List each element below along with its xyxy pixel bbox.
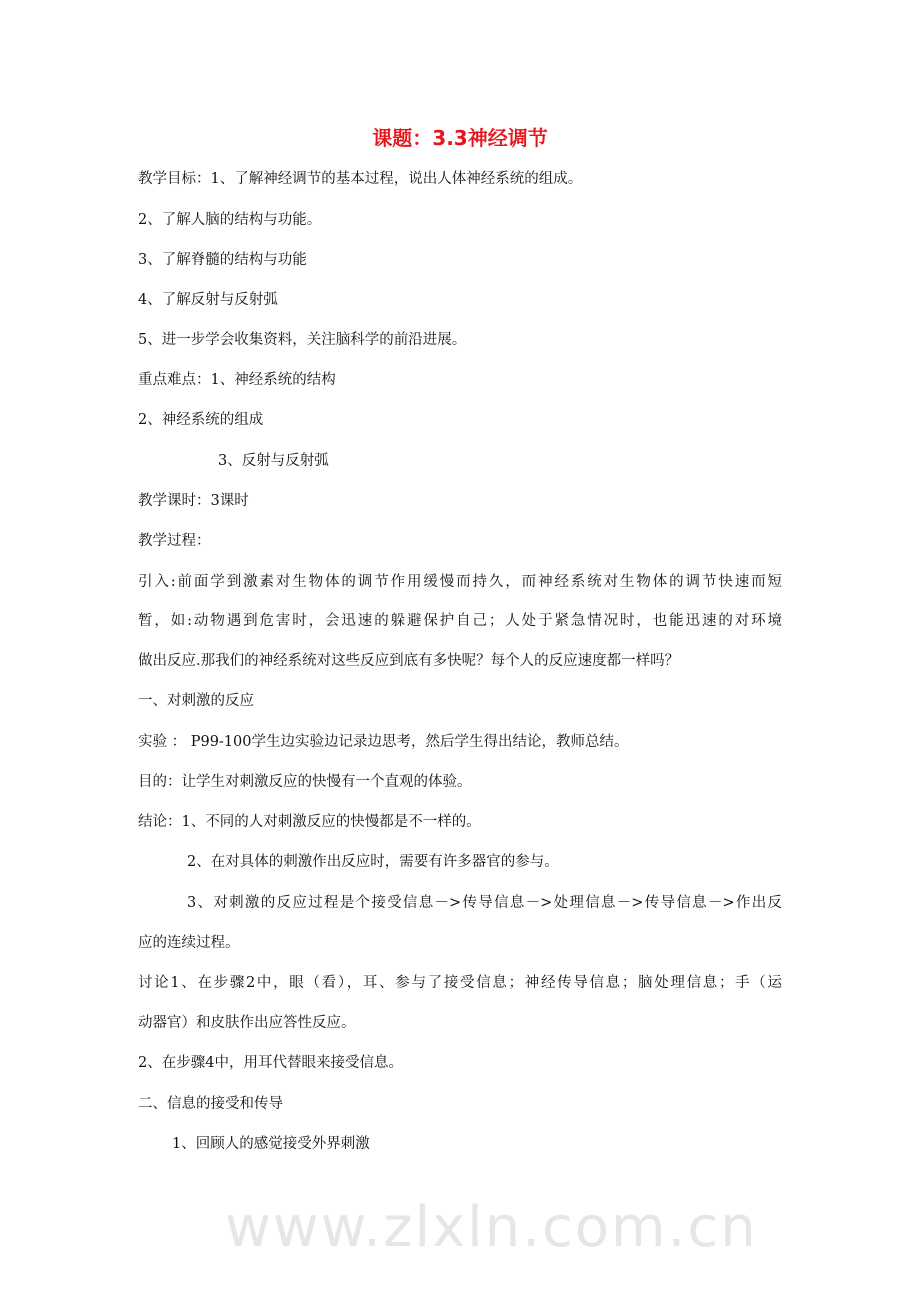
discussion-line: 动器官）和皮肤作出应答性反应。 [138,1015,356,1031]
intro-line: 做出反应.那我们的神经系统对这些反应到底有多快呢？每个人的反应速度都一样吗？ [138,653,680,669]
process-heading: 教学过程： [138,533,211,549]
review-line: 1、回顾人的感觉接受外界刺激 [172,1136,370,1152]
document-title: 课题：3.3神经调节 [372,126,548,150]
discussion-line: 讨论1、在步骤2中，眼（看），耳、参与了接受信息；神经传导信息；脑处理信息；手（运 [138,975,782,991]
purpose-line: 目的：让学生对刺激反应的快慢有一个直观的体验。 [138,774,472,790]
conclusion-line: 结论：1、不同的人对刺激反应的快慢都是不一样的。 [138,814,481,830]
watermark: www.zlxln.com.cn [225,1195,758,1260]
key-point-line: 3、反射与反射弧 [218,453,329,469]
intro-line: 暂，如:动物遇到危害时，会迅速的躲避保护自己；人处于紧急情况时，也能迅速的对环境 [138,613,782,629]
objective-line: 教学目标：1、了解神经调节的基本过程，说出人体神经系统的组成。 [138,171,583,187]
intro-line: 引入:前面学到激素对生物体的调节作用缓慢而持久，而神经系统对生物体的调节快速而短 [138,574,782,590]
conclusion-line: 2、在对具体的刺激作出反应时，需要有许多器官的参与。 [187,854,559,870]
discussion-line: 2、在步骤4中，用耳代替眼来接受信息。 [138,1055,403,1071]
conclusion-line: 应的连续过程。 [138,935,240,951]
class-hours-line: 教学课时：3课时 [138,493,249,509]
objective-line: 4、了解反射与反射弧 [138,292,278,308]
objective-line: 2、了解人脑的结构与功能。 [138,212,322,228]
objective-line: 5、进一步学会收集资料，关注脑科学的前沿进展。 [138,332,467,348]
objective-line: 3、了解脊髓的结构与功能 [138,252,307,268]
experiment-line: 实验 ： P99-100学生边实验边记录边思考，然后学生得出结论，教师总结。 [138,734,629,750]
section-heading: 二、信息的接受和传导 [138,1096,283,1112]
key-point-line: 2、神经系统的组成 [138,412,264,428]
section-heading: 一、对刺激的反应 [138,693,254,709]
conclusion-line: 3、对刺激的反应过程是个接受信息－>传导信息－>处理信息－>传导信息－>作出反 [187,895,782,911]
key-point-line: 重点难点：1、神经系统的结构 [138,372,336,388]
